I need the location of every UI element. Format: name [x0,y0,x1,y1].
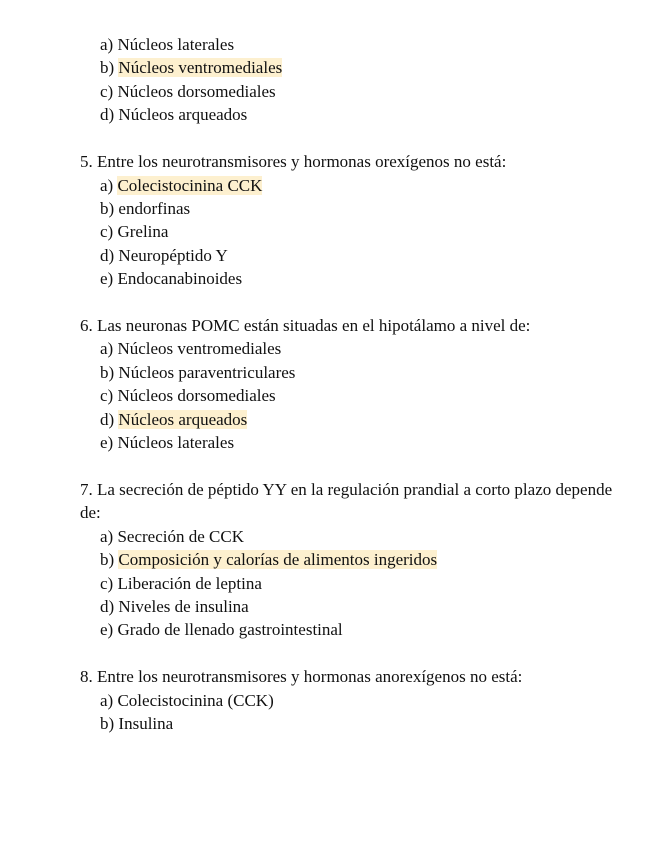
option-letter: e) [100,620,114,640]
answer-option [80,361,620,384]
question-block [80,150,620,290]
option-text: Secreción de CCK [117,526,244,546]
option-letter: e) [100,433,114,453]
question-text: 6. Las neuronas POMC están situadas en el hipotálamo a nivel de: [80,316,531,336]
option-text: Núcleos laterales [117,433,235,453]
option-text: Núcleos laterales [117,35,235,54]
answer-option [80,618,620,641]
answer-option [80,595,620,618]
answer-option [80,56,620,79]
answer-option [80,689,620,712]
option-text: Núcleos dorsomediales [117,386,276,406]
option-text: Neuropéptido Y [118,245,228,265]
answer-options [80,689,620,736]
document-page [80,33,620,736]
answer-option [80,80,620,103]
question-block [80,33,620,127]
answer-option [80,548,620,571]
answer-options [80,33,620,127]
option-letter: a) [100,175,114,195]
option-text: Colecistocinina (CCK) [117,690,274,710]
option-letter: b) [100,550,115,570]
question-block [80,314,620,454]
answer-options [80,174,620,291]
option-text: Niveles de insulina [118,597,249,617]
answer-option [80,384,620,407]
option-text: Insulina [118,714,174,734]
option-letter: a) [100,526,114,546]
option-letter: c) [100,573,114,593]
question-text: 7. La secreción de péptido YY en la regulación prandial a corto plazo depende de: [80,480,613,523]
highlighted-answer: Núcleos arqueados [118,409,248,429]
answer-option [80,572,620,595]
highlighted-answer: Núcleos ventromediales [118,58,283,78]
option-text: Endocanabinoides [117,269,243,289]
answer-option [80,712,620,735]
question-text: 5. Entre los neurotransmisores y hormonas orexígenos no está: [80,152,507,172]
highlighted-answer: Colecistocinina CCK [117,175,263,195]
option-text: Liberación de leptina [117,573,262,593]
option-letter: b) [100,58,115,78]
option-text: Núcleos paraventriculares [118,362,296,382]
option-letter: c) [100,386,114,406]
option-letter: a) [100,35,114,54]
option-letter: d) [100,105,115,125]
option-letter: a) [100,339,114,359]
answer-option [80,337,620,360]
block-spacer [80,291,620,315]
answer-option [80,174,620,197]
answer-option [80,431,620,454]
option-text: Grado de llenado gastrointestinal [117,620,343,640]
option-letter: b) [100,362,115,382]
block-spacer [80,455,620,479]
question-text: 8. Entre los neurotransmisores y hormonas anorexígenos no está: [80,667,523,687]
question-block [80,665,620,735]
block-spacer [80,642,620,666]
answer-option [80,244,620,267]
block-spacer [80,127,620,151]
option-text: Grelina [117,222,169,242]
question-block [80,478,620,642]
option-letter: a) [100,690,114,710]
option-text: Núcleos dorsomediales [117,81,276,101]
option-letter: c) [100,222,114,242]
answer-option [80,103,620,126]
option-text: Núcleos ventromediales [117,339,282,359]
answer-option [80,525,620,548]
answer-option [80,33,620,56]
answer-options [80,525,620,642]
option-letter: c) [100,81,114,101]
highlighted-answer: Composición y calorías de alimentos ingeridos [118,550,438,570]
answer-option [80,220,620,243]
answer-option [80,408,620,431]
answer-option [80,197,620,220]
option-letter: d) [100,597,115,617]
answer-option [80,267,620,290]
option-text: Núcleos arqueados [118,105,248,125]
option-text: endorfinas [118,198,191,218]
option-letter: d) [100,409,115,429]
option-letter: d) [100,245,115,265]
option-letter: b) [100,714,115,734]
option-letter: e) [100,269,114,289]
option-letter: b) [100,198,115,218]
answer-options [80,337,620,454]
